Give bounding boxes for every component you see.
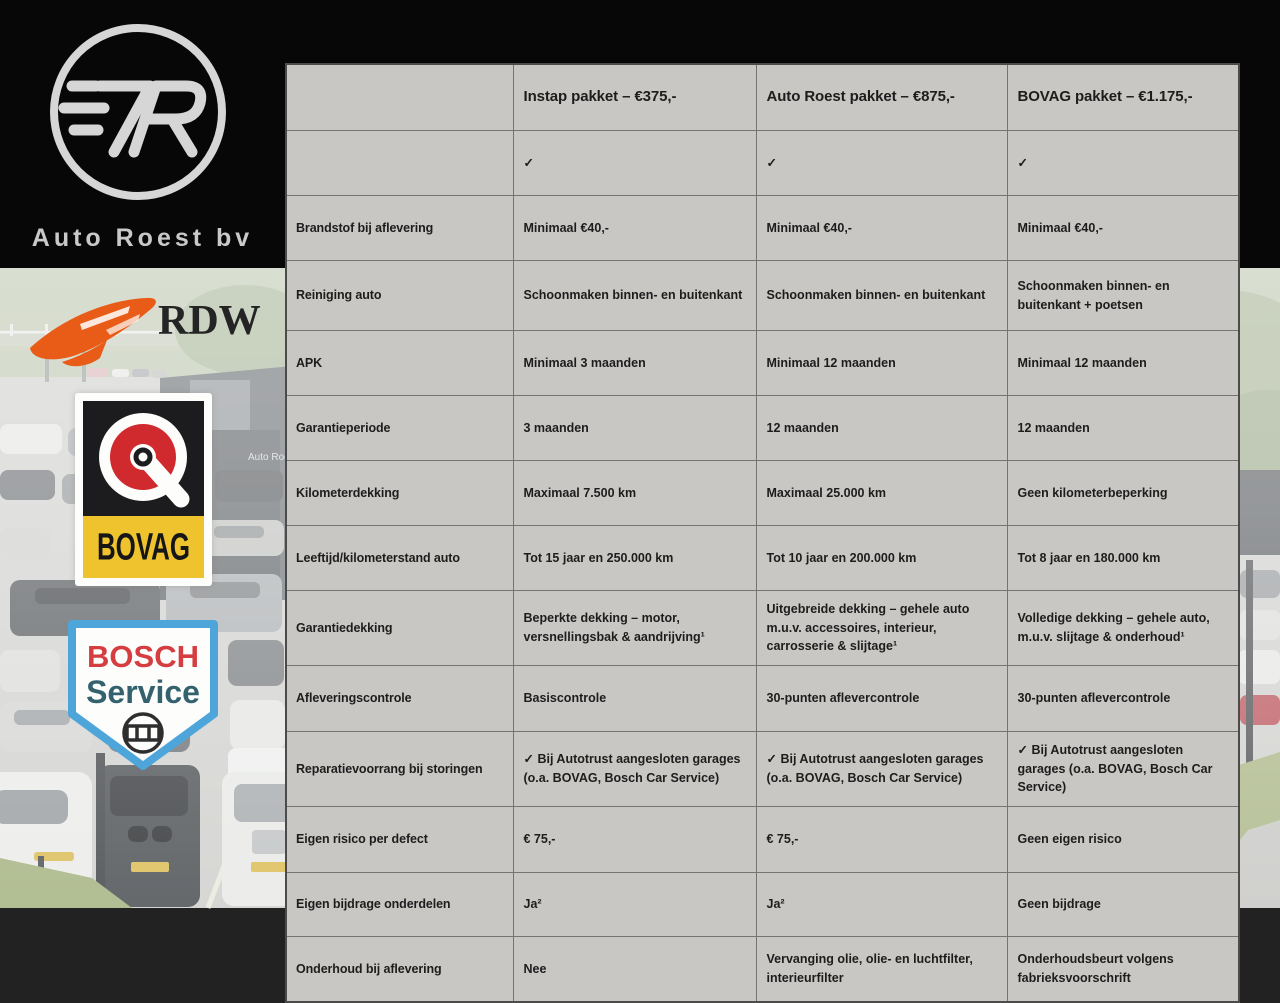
row-label: APK — [286, 331, 513, 396]
table-row — [286, 873, 1239, 937]
table-cell: Schoonmaken binnen- en buitenkant + poetsen — [1007, 261, 1239, 331]
table-row — [286, 331, 1239, 396]
bovag-wheel-icon — [83, 401, 204, 516]
table-cell: Tot 10 jaar en 200.000 km — [756, 526, 1007, 591]
table-cell: € 75,- — [513, 807, 756, 873]
table-cell: Minimaal €40,- — [1007, 196, 1239, 261]
table-row — [286, 732, 1239, 807]
table-cell: Geen eigen risico — [1007, 807, 1239, 873]
table-row — [286, 396, 1239, 461]
table-cell: 3 maanden — [513, 396, 756, 461]
table-cell: Minimaal 3 maanden — [513, 331, 756, 396]
table-row — [286, 666, 1239, 732]
monogram-7r — [64, 86, 201, 152]
bovag-text: BOVAG — [96, 525, 191, 568]
table-cell: Schoonmaken binnen- en buitenkant — [513, 261, 756, 331]
table-row — [286, 937, 1239, 1003]
rdw-logo — [10, 278, 260, 370]
table-cell: 12 maanden — [1007, 396, 1239, 461]
table-cell: Tot 8 jaar en 180.000 km — [1007, 526, 1239, 591]
header-empty — [286, 64, 513, 131]
table-cell: 30-punten aflevercontrole — [756, 666, 1007, 732]
bosch-service-logo — [68, 620, 218, 770]
table-header-row — [286, 64, 1239, 131]
table-cell: ✓ Bij Autotrust aangesloten garages (o.a. BOVAG, Bosch Car Service) — [513, 732, 756, 807]
table-row — [286, 461, 1239, 526]
table-cell: ✓ Bij Autotrust aangesloten garages (o.a. BOVAG, Bosch Car Service) — [756, 732, 1007, 807]
included-row — [286, 131, 1239, 196]
bovag-logo — [75, 393, 212, 586]
table-cell: ✓ Bij Autotrust aangesloten garages (o.a. BOVAG, Bosch Car Service) — [1007, 732, 1239, 807]
table-cell: Minimaal €40,- — [513, 196, 756, 261]
bosch-text: BOSCH — [87, 639, 199, 674]
table-row — [286, 261, 1239, 331]
table-row — [286, 196, 1239, 261]
table-cell: Basiscontrole — [513, 666, 756, 732]
row-label: Eigen bijdrage onderdelen — [286, 873, 513, 937]
table-cell: 12 maanden — [756, 396, 1007, 461]
header-auto-roest: Auto Roest pakket – €875,- — [756, 64, 1007, 131]
check-cell: ✓ — [1007, 131, 1239, 196]
table-cell: Beperkte dekking – motor, versnellingsbak & aandrijving¹ — [513, 591, 756, 666]
header-bovag: BOVAG pakket – €1.175,- — [1007, 64, 1239, 131]
row-label: Reiniging auto — [286, 261, 513, 331]
table-cell: Uitgebreide dekking – gehele auto m.u.v. accessoires, interieur, carrosserie & slijtage¹ — [756, 591, 1007, 666]
table-row — [286, 591, 1239, 666]
row-label: Reparatievoorrang bij storingen — [286, 732, 513, 807]
row-label: Afleveringscontrole — [286, 666, 513, 732]
table-row — [286, 526, 1239, 591]
bovag-wordmark-bar — [83, 516, 204, 578]
table-cell: Volledige dekking – gehele auto, m.u.v. slijtage & onderhoud¹ — [1007, 591, 1239, 666]
rdw-wing-icon — [30, 298, 156, 366]
row-label: Garantiedekking — [286, 591, 513, 666]
row-label: Onderhoud bij aflevering — [286, 937, 513, 1003]
row-label: Garantieperiode — [286, 396, 513, 461]
table-cell: Nee — [513, 937, 756, 1003]
row-label: Brandstof bij aflevering — [286, 196, 513, 261]
table-cell: Geen kilometerbeperking — [1007, 461, 1239, 526]
table-cell: Geen bijdrage — [1007, 873, 1239, 937]
row-label: Leeftijd/kilometerstand auto — [286, 526, 513, 591]
auto-roest-name: Auto Roest bv — [31, 224, 254, 252]
table-cell: Ja² — [756, 873, 1007, 937]
table-cell: Onderhoudsbeurt volgens fabrieksvoorschrift — [1007, 937, 1239, 1003]
table-cell: Minimaal 12 maanden — [1007, 331, 1239, 396]
package-comparison-table — [285, 63, 1240, 1003]
table-cell: Maximaal 25.000 km — [756, 461, 1007, 526]
row-label: Kilometerdekking — [286, 461, 513, 526]
table-cell: Tot 15 jaar en 250.000 km — [513, 526, 756, 591]
check-cell: ✓ — [756, 131, 1007, 196]
table-cell: Schoonmaken binnen- en buitenkant — [756, 261, 1007, 331]
check-cell: ✓ — [513, 131, 756, 196]
bosch-service-text: Service — [86, 674, 200, 710]
table-cell: Minimaal €40,- — [756, 196, 1007, 261]
row-label: Eigen risico per defect — [286, 807, 513, 873]
rdw-text: RDW — [158, 298, 261, 344]
header-instap: Instap pakket – €375,- — [513, 64, 756, 131]
table-cell: € 75,- — [756, 807, 1007, 873]
table-cell: Maximaal 7.500 km — [513, 461, 756, 526]
table-cell: Ja² — [513, 873, 756, 937]
table-cell: Vervanging olie, olie- en luchtfilter, interieurfilter — [756, 937, 1007, 1003]
table-cell: 30-punten aflevercontrole — [1007, 666, 1239, 732]
table-cell: Minimaal 12 maanden — [756, 331, 1007, 396]
table-row — [286, 807, 1239, 873]
